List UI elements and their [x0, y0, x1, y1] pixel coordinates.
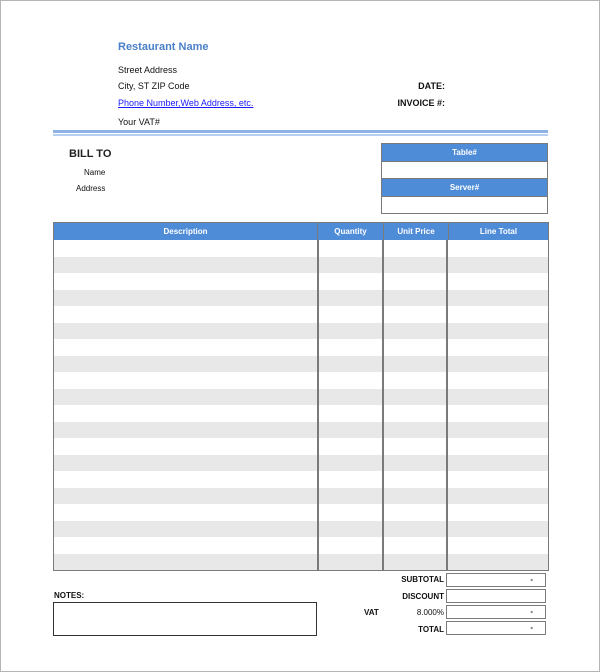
- quantity-cell[interactable]: [317, 438, 382, 455]
- quantity-cell[interactable]: [317, 372, 382, 389]
- table-row[interactable]: [54, 537, 548, 554]
- line-total-cell[interactable]: [446, 488, 548, 505]
- line-total-cell[interactable]: [446, 405, 548, 422]
- quantity-cell[interactable]: [317, 257, 382, 274]
- quantity-cell[interactable]: [317, 504, 382, 521]
- header-divider: [53, 130, 548, 133]
- quantity-cell[interactable]: [317, 339, 382, 356]
- vat-rate: 8.000%: [416, 608, 444, 617]
- unit-price-cell[interactable]: [382, 306, 446, 323]
- table-row[interactable]: [54, 323, 548, 340]
- line-total-cell[interactable]: [446, 290, 548, 307]
- description-cell[interactable]: [54, 306, 317, 323]
- date-label: DATE:: [418, 81, 445, 91]
- unit-price-cell[interactable]: [382, 240, 446, 257]
- subtotal-value[interactable]: -: [446, 573, 546, 587]
- total-label: TOTAL: [418, 625, 444, 634]
- column-header-description: Description: [163, 227, 208, 236]
- table-row[interactable]: [54, 240, 548, 257]
- column-divider: [382, 240, 384, 570]
- description-cell[interactable]: [54, 257, 317, 274]
- table-row[interactable]: [54, 471, 548, 488]
- line-items-table: [53, 222, 549, 571]
- description-cell[interactable]: [54, 356, 317, 373]
- quantity-cell[interactable]: [317, 422, 382, 439]
- line-total-cell[interactable]: [446, 273, 548, 290]
- line-total-cell[interactable]: [446, 422, 548, 439]
- total-value[interactable]: -: [446, 621, 546, 635]
- line-total-cell[interactable]: [446, 339, 548, 356]
- unit-price-cell[interactable]: [382, 422, 446, 439]
- description-cell[interactable]: [54, 521, 317, 538]
- notes-field[interactable]: [53, 602, 317, 636]
- unit-price-cell[interactable]: [382, 554, 446, 571]
- street-address: Street Address: [118, 65, 178, 75]
- table-row[interactable]: [54, 290, 548, 307]
- server-number-field[interactable]: [382, 196, 547, 213]
- quantity-cell[interactable]: [317, 290, 382, 307]
- description-cell[interactable]: [54, 273, 317, 290]
- table-row[interactable]: [54, 554, 548, 571]
- table-row[interactable]: [54, 438, 548, 455]
- line-total-cell[interactable]: [446, 521, 548, 538]
- header-divider-secondary: [53, 134, 548, 136]
- unit-price-cell[interactable]: [382, 438, 446, 455]
- vat-number: Your VAT#: [118, 117, 160, 127]
- description-cell[interactable]: [54, 372, 317, 389]
- quantity-cell[interactable]: [317, 389, 382, 406]
- table-row[interactable]: [54, 405, 548, 422]
- bill-to-title: BILL TO: [69, 148, 112, 160]
- line-total-cell[interactable]: [446, 257, 548, 274]
- city-zip: City, ST ZIP Code: [118, 81, 190, 91]
- unit-price-cell[interactable]: [382, 521, 446, 538]
- unit-price-cell[interactable]: [382, 372, 446, 389]
- column-header-quantity: Quantity: [317, 223, 383, 240]
- quantity-cell[interactable]: [317, 273, 382, 290]
- bill-to-address-label: Address: [76, 184, 106, 193]
- discount-value[interactable]: [446, 589, 546, 603]
- table-row[interactable]: [54, 521, 548, 538]
- unit-price-cell[interactable]: [382, 339, 446, 356]
- table-row[interactable]: [54, 372, 548, 389]
- quantity-cell[interactable]: [317, 323, 382, 340]
- table-server-box: [381, 143, 548, 214]
- unit-price-cell[interactable]: [382, 356, 446, 373]
- quantity-cell[interactable]: [317, 455, 382, 472]
- vat-value[interactable]: -: [446, 605, 546, 619]
- invoice-label: INVOICE #:: [397, 98, 445, 108]
- unit-price-cell[interactable]: [382, 273, 446, 290]
- description-cell[interactable]: [54, 422, 317, 439]
- line-total-cell[interactable]: [446, 471, 548, 488]
- quantity-cell[interactable]: [317, 306, 382, 323]
- table-row[interactable]: [54, 339, 548, 356]
- line-total-cell[interactable]: [446, 356, 548, 373]
- line-total-cell[interactable]: [446, 537, 548, 554]
- description-cell[interactable]: [54, 554, 317, 571]
- column-divider: [317, 240, 319, 570]
- quantity-cell[interactable]: [317, 554, 382, 571]
- quantity-cell[interactable]: [317, 240, 382, 257]
- quantity-cell[interactable]: [317, 521, 382, 538]
- unit-price-cell[interactable]: [382, 389, 446, 406]
- table-number-header: Table#: [382, 144, 547, 161]
- table-number-field[interactable]: [382, 161, 547, 179]
- subtotal-label: SUBTOTAL: [401, 575, 444, 584]
- description-cell[interactable]: [54, 455, 317, 472]
- quantity-cell[interactable]: [317, 356, 382, 373]
- vat-label: VAT: [364, 608, 379, 617]
- description-cell[interactable]: [54, 504, 317, 521]
- line-total-cell[interactable]: [446, 323, 548, 340]
- table-row[interactable]: [54, 389, 548, 406]
- unit-price-cell[interactable]: [382, 290, 446, 307]
- unit-price-cell[interactable]: [382, 323, 446, 340]
- description-cell[interactable]: [54, 323, 317, 340]
- table-row[interactable]: [54, 488, 548, 505]
- line-total-cell[interactable]: [446, 306, 548, 323]
- line-total-cell[interactable]: [446, 372, 548, 389]
- description-cell[interactable]: [54, 339, 317, 356]
- column-divider: [446, 240, 448, 570]
- table-row[interactable]: [54, 306, 548, 323]
- line-total-cell[interactable]: [446, 504, 548, 521]
- table-row[interactable]: [54, 422, 548, 439]
- unit-price-cell[interactable]: [382, 537, 446, 554]
- notes-label: NOTES:: [54, 591, 85, 600]
- contact-link[interactable]: Phone Number,Web Address, etc.: [118, 98, 254, 108]
- line-total-cell[interactable]: [446, 438, 548, 455]
- description-cell[interactable]: [54, 389, 317, 406]
- quantity-cell[interactable]: [317, 488, 382, 505]
- description-cell[interactable]: [54, 405, 317, 422]
- line-items-body: [54, 240, 548, 570]
- quantity-cell[interactable]: [317, 405, 382, 422]
- column-header-line-total: Line Total: [448, 223, 548, 240]
- description-cell[interactable]: [54, 290, 317, 307]
- column-header-unit-price: Unit Price: [383, 223, 448, 240]
- description-cell[interactable]: [54, 240, 317, 257]
- table-row[interactable]: [54, 356, 548, 373]
- server-number-header: Server#: [382, 179, 547, 196]
- description-cell[interactable]: [54, 537, 317, 554]
- unit-price-cell[interactable]: [382, 471, 446, 488]
- unit-price-cell[interactable]: [382, 488, 446, 505]
- description-cell[interactable]: [54, 438, 317, 455]
- unit-price-cell[interactable]: [382, 257, 446, 274]
- line-items-header: [54, 223, 548, 240]
- description-cell[interactable]: [54, 471, 317, 488]
- quantity-cell[interactable]: [317, 537, 382, 554]
- unit-price-cell[interactable]: [382, 405, 446, 422]
- line-total-cell[interactable]: [446, 240, 548, 257]
- table-row[interactable]: [54, 504, 548, 521]
- unit-price-cell[interactable]: [382, 455, 446, 472]
- table-row[interactable]: [54, 257, 548, 274]
- table-row[interactable]: [54, 455, 548, 472]
- table-row[interactable]: [54, 273, 548, 290]
- line-total-cell[interactable]: [446, 554, 548, 571]
- discount-label: DISCOUNT: [402, 592, 444, 601]
- line-total-cell[interactable]: [446, 455, 548, 472]
- bill-to-name-label: Name: [84, 168, 106, 177]
- restaurant-name: Restaurant Name: [118, 41, 209, 53]
- quantity-cell[interactable]: [317, 471, 382, 488]
- description-cell[interactable]: [54, 488, 317, 505]
- unit-price-cell[interactable]: [382, 504, 446, 521]
- line-total-cell[interactable]: [446, 389, 548, 406]
